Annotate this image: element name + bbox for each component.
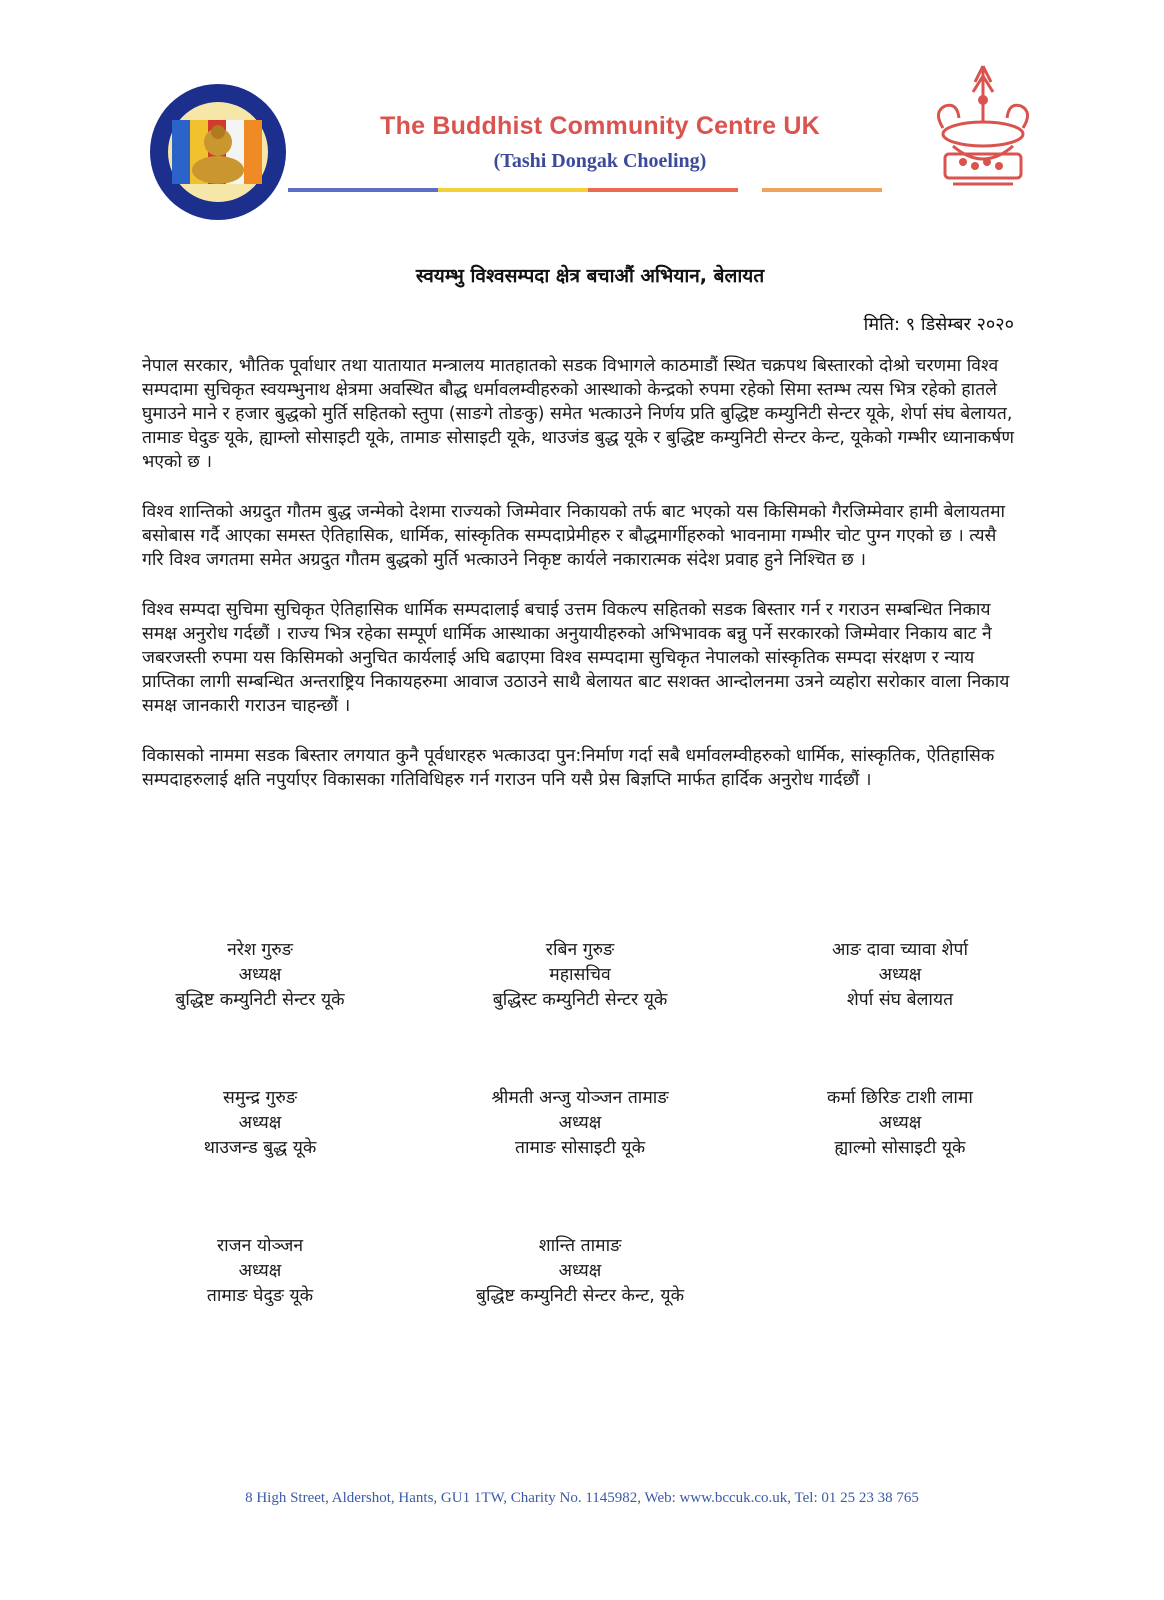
signatory-row [100,1086,1060,1234]
signatory-role: अध्यक्ष [558,1261,602,1281]
paragraph: नेपाल सरकार, भौतिक पूर्वाधार तथा यातायात मन्त्रालय मातहातको सडक विभागले काठमाडौं स्थित चक्रपथ बिस्तारको दोश्रो चरणमा विश्व सम्पदामा सुचिकृत स्वयम्भुनाथ क्षेत्रमा अवस्थित बौद्ध धर्मावलम्वीहरुको आस्थाको केन्द्रको रुपमा रहेको सिमा स्तम्भ त्यस भित्र रहेको हातले घुमाउने माने र हजार बुद्धको मुर्ति सहितको स्तुपा (साङगे तोङकु) समेत भत्काउने निर्णय प्रति बुद्धिष्ट कम्युनिटी सेन्टर यूके, शेर्पा संघ बेलायत, तामाङ घेदुङ यूके, ह्याम्लो सोसाइटी यूके, तामाङ सोसाइटी यूके, थाउजंड बुद्ध यूके र बुद्धिष्ट कम्युनिटी सेन्टर केन्ट, यूकेको गम्भीर ध्यानाकर्षण भएको छ । [142,356,1015,472]
signatory [420,938,740,1086]
signatory-name: रबिन गुरुङ [545,940,615,960]
signatory-org: ह्याल्मो सोसाइटी यूके [834,1138,966,1158]
signatory [740,1086,1060,1234]
paragraph: विश्व शान्तिको अग्रदुत गौतम बुद्ध जन्मेको देशमा राज्यको जिम्मेवार निकायको तर्फ बाट भएको यस किसिमको गैरजिम्मेवार हामी बेलायतमा बसोबास गर्दै आएका समस्त ऐतिहासिक, धार्मिक, सांस्कृतिक सम्पदाप्रेमीहरु र बौद्धमार्गीहरुको भावनामा गम्भीर चोट पुग्न गएको छ । त्यसै गरि विश्व जगतमा समेत अग्रदुत गौतम बुद्धको मुर्ति भत्काउने निकृष्ट कार्यले नकारात्मक संदेश प्रवाह हुने निश्चित छ । [142,502,1006,570]
signatory [740,938,1060,1086]
signatory-org: बुद्धिष्ट कम्युनिटी सेन्टर यूके [175,990,345,1010]
color-stripe-red [588,188,738,192]
signatory-row [100,938,1060,1086]
paragraph: विकासको नाममा सडक बिस्तार लगयात कुनै पूर्वधारहरु भत्काउदा पुन:निर्माण गर्दा सबै धर्मावलम्वीहरुको धार्मिक, सांस्कृतिक, ऐतिहासिक सम्पदाहरुलाई क्षति नपुर्याएर विकासका गतिविधिहरु गर्न गराउन पनि यसै प्रेस बिज्ञप्ति मार्फत हार्दिक अनुरोध गार्दछौं । [142,746,995,790]
signatory-org: तामाङ घेदुङ यूके [206,1286,314,1306]
signatory-name: समुन्द्र गुरुङ [222,1088,298,1108]
signatory-role: अध्यक्ष [878,1113,922,1133]
signatory-org: शेर्पा संघ बेलायत [846,990,954,1010]
signatory [100,938,420,1086]
signatory-name: नरेश गुरुङ [227,940,293,960]
color-stripe-blue [288,188,438,192]
document-title: स्वयम्भु विश्वसम्पदा क्षेत्र बचाऔं अभियान, बेलायत [415,265,765,287]
paragraph: विश्व सम्पदा सुचिमा सुचिकृत ऐतिहासिक धार्मिक सम्पदालाई बचाई उत्तम विकल्प सहितको सडक बिस्तार गर्न र गराउन सम्बन्धित निकाय समक्ष अनुरोध गर्दछौं । राज्य भित्र रहेका सम्पूर्ण धार्मिक आस्थाका अनुयायीहरुको अभिभावक बन्नु पर्ने सरकारको जिम्मेवार निकाय बाट नै जबरजस्ती रुपमा यस किसिमको अनुचित कार्यलाई अघि बढाएमा विश्व सम्पदामा सुचिकृत नेपालको सांस्कृतिक सम्पदा संरक्षण र न्याय प्राप्तिका लागी सम्बन्धित अन्तराष्ट्रिय निकायहरुमा आवाज उठाउने साथै बेलायत बाट सशक्त आन्दोलनमा उत्रने व्यहोरा सरोकार वाला निकाय समक्ष जानकारी गराउन चाहन्छौं । [142,600,1010,716]
signatory-row [100,1234,1060,1382]
signatory-name: राजन योञ्जन [216,1236,304,1256]
signatory-name: कर्मा छिरिङ टाशी लामा [827,1088,973,1108]
signatory-role: अध्यक्ष [878,965,922,985]
signatory-name: शान्ति तामाङ [538,1236,622,1256]
signatory [100,1234,420,1382]
org-subtitle: (Tashi Dongak Choeling) [493,150,707,172]
signatories [100,938,1060,1382]
org-name: The Buddhist Community Centre UK [380,112,820,140]
signatory [420,1086,740,1234]
emblem-icon [923,62,1043,192]
signatory [420,1234,740,1382]
color-stripe-orange [762,188,882,192]
bcc-logo [148,82,288,222]
signatory-org: बुद्धिष्ट कम्युनिटी सेन्टर केन्ट, यूके [475,1286,685,1306]
signatory [100,1086,420,1234]
footer-contact: 8 High Street, Aldershot, Hants, GU1 1TW, Charity No. 1145982, Web: www.bccuk.co.uk, Tel: 01 25 23 38 765 [245,1490,919,1506]
signatory-role: अध्यक्ष [238,965,282,985]
signatory-org: तामाङ सोसाइटी यूके [514,1138,646,1158]
signatory-role: महासचिव [549,965,611,985]
body-paragraphs [142,354,1022,818]
color-stripe-yellow [438,188,588,192]
signatory-role: अध्यक्ष [238,1113,282,1133]
signatory-org: थाउजन्ड बुद्ध यूके [203,1138,317,1158]
signatory-role: अध्यक्ष [238,1261,282,1281]
signatory-org: बुद्धिस्ट कम्युनिटी सेन्टर यूके [492,990,668,1010]
signatory-role: अध्यक्ष [558,1113,602,1133]
signatory-name: श्रीमती अन्जु योञ्जन तामाङ [491,1088,669,1108]
signatory-name: आङ दावा च्यावा शेर्पा [831,940,969,960]
document-date: मिति: ९ डिसेम्बर २०२० [863,314,1014,335]
